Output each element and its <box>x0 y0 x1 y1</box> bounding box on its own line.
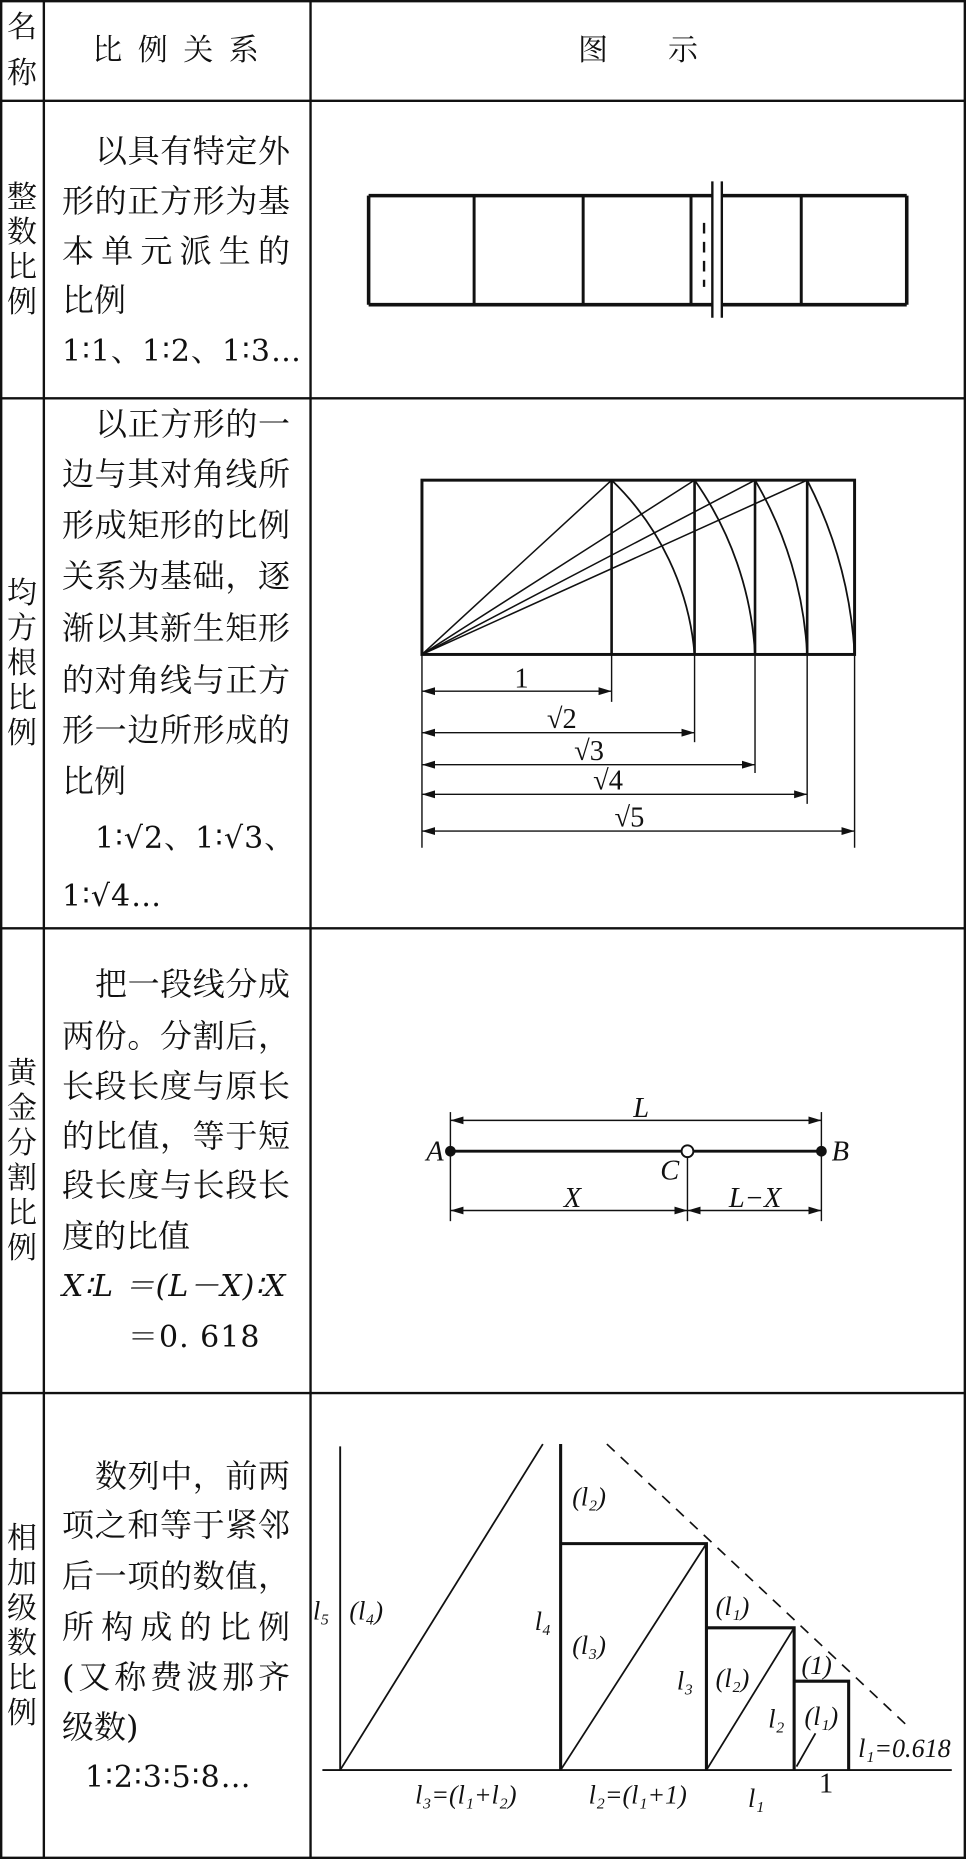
row3-value-line: ＝0. 618 <box>128 1320 261 1355</box>
row2-line: 形一边所形成的 <box>62 711 290 749</box>
row1-line: 以具有特定外 <box>95 132 290 170</box>
diagonal-4 <box>422 480 807 654</box>
label-l2: l₂ <box>768 1704 785 1734</box>
label-l2-paren-top: (l₂) <box>572 1482 606 1512</box>
row1-line: 比例 <box>62 281 127 319</box>
diagonal-3 <box>422 480 755 654</box>
row1-line: 本单元派生的 <box>62 232 290 270</box>
additive-series-labels <box>313 1483 951 1813</box>
row2-line: 比例 <box>62 762 127 800</box>
dim-label-1: 1 <box>514 663 529 695</box>
row-name-cell <box>0 101 44 398</box>
row1-ratio-line: 1∶1、1∶2、1∶3… <box>62 334 302 369</box>
row2-line: 的对角线与正方 <box>62 661 290 699</box>
row-name-additive: 相加级数比例 <box>7 1521 37 1731</box>
label-base-l1: l₁ <box>748 1783 765 1813</box>
row3-line: 度的比值 <box>62 1217 191 1255</box>
dim-label-sqrt5: √5 <box>614 802 645 834</box>
dim-label-sqrt4: √4 <box>593 765 623 797</box>
row3-line: 的比值，等于短 <box>62 1117 290 1155</box>
label-l2-paren-mid: (l₂) <box>715 1664 750 1694</box>
swing-arc-3 <box>755 480 807 654</box>
row4-line: (又称费波那齐 <box>62 1658 290 1696</box>
row4-ratio-line: 1∶2∶3∶5∶8… <box>85 1760 252 1795</box>
root-rectangle <box>422 480 855 654</box>
point-c-dot <box>682 1145 694 1157</box>
row-name-cell <box>0 398 44 928</box>
row4-line: 项之和等于紧邻 <box>62 1506 290 1544</box>
header-name-cell <box>0 0 44 101</box>
label-l1-paren-small: (l₁) <box>804 1702 839 1732</box>
row-name-root: 均方根比例 <box>7 575 37 751</box>
additive-series-figure <box>322 1444 951 1770</box>
row3-line: 长段长度与原长 <box>62 1067 290 1105</box>
label-l1-paren-mid: (l₁) <box>715 1591 750 1621</box>
label-l4-paren: (l₄) <box>349 1596 384 1626</box>
swing-arc-4 <box>807 480 854 654</box>
row2-line: 形成矩形的比例 <box>62 506 290 544</box>
diagonal-2 <box>422 480 695 654</box>
square-l1-diagonal <box>797 1733 816 1766</box>
label-point-c: C <box>660 1155 680 1187</box>
row-name-golden: 黄金分割比例 <box>7 1055 37 1266</box>
integer-ratio-figure <box>369 181 907 317</box>
label-l4: l₄ <box>534 1607 552 1637</box>
row2-ratio-line: 1∶√4… <box>62 879 163 914</box>
row4-line: 所构成的比例 <box>62 1608 290 1646</box>
label-length-x: X <box>563 1182 582 1214</box>
row-name-cell <box>0 928 44 1393</box>
dim-label-sqrt3: √3 <box>574 735 604 767</box>
point-b-dot <box>816 1146 827 1157</box>
dim-label-sqrt2: √2 <box>546 703 577 735</box>
label-one-paren: (1) <box>801 1651 832 1681</box>
row2-line: 关系为基础，逐 <box>62 557 290 595</box>
row2-line: 边与其对角线所 <box>62 455 290 493</box>
label-length-l-minus-x: L−X <box>728 1182 782 1214</box>
root-ratio-labels <box>514 664 644 834</box>
row1-line: 形的正方形为基 <box>62 182 290 220</box>
row3-line: 段长度与长段长 <box>62 1166 290 1204</box>
row3-line: 两份。分割后， <box>62 1017 290 1055</box>
root-ratio-figure <box>422 480 855 848</box>
square-l2-diagonal <box>706 1628 794 1770</box>
row4-line: 后一项的数值， <box>62 1557 290 1595</box>
label-point-a: A <box>426 1136 444 1168</box>
label-l3: l₃ <box>676 1666 694 1696</box>
diagonal-1 <box>422 480 612 654</box>
label-l5: l₅ <box>313 1596 330 1626</box>
row4-line: 级数) <box>62 1708 139 1746</box>
label-base-one: 1 <box>819 1768 834 1800</box>
point-a-dot <box>445 1146 456 1157</box>
label-l1-value: l₁=0.618 <box>858 1734 951 1764</box>
label-base-l2: l₂=(l₁+1) <box>588 1780 687 1810</box>
header-figure: 图 示 <box>578 33 698 68</box>
row2-line: 渐以其新生矩形 <box>62 609 290 647</box>
header-relation: 比 例 关 系 <box>92 33 262 68</box>
label-l3-paren: (l₃) <box>572 1630 606 1660</box>
row2-ratio-line: 1∶√2、1∶√3、 <box>95 821 296 856</box>
row4-line: 数列中，前两 <box>95 1457 290 1495</box>
row3-formula-line: X∶L ＝(L－X)∶X <box>62 1269 287 1304</box>
label-base-l3: l₃=(l₁+l₂) <box>415 1780 517 1810</box>
label-length-l: L <box>633 1092 650 1124</box>
header-name: 名称 <box>7 9 37 91</box>
golden-section-labels <box>424 1093 849 1214</box>
row2-line: 以正方形的一 <box>95 405 290 443</box>
row-name-integer: 整数比例 <box>7 179 37 320</box>
row3-line: 把一段线分成 <box>95 965 290 1003</box>
label-point-b: B <box>831 1136 850 1168</box>
row-name-cell <box>0 1393 44 1859</box>
